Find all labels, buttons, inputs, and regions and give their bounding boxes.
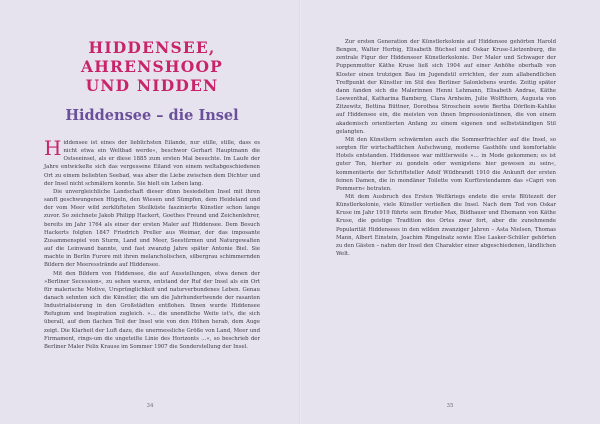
page-number: 34 (146, 403, 154, 409)
body-paragraph: Mit dem Ausbruch des Ersten Weltkriegs endete die erste Blütezeit der Künstlerkolonie, viele Künstler verließen die Insel. Nach dem Tod von Oskar Kruse im Jahr 1919 führte sein Bruder Max, Bildhauer und Ehemann von Käthe Kruse, die geistige Tradition des Ortes zwar fort, aber die zunehmende Popularität Hiddensees in den wilden zwanziger Jahren – Asta Nielsen, Thomas Mann, Albert Einstein, Joachim Ringelnatz sowie Else Lasker-Schüler gehörten zu den Gästen – nahm der Insel den Charakter einer abgeschiedenen, ländlichen Welt. (336, 193, 556, 258)
chapter-title-line: UND NIDDEN (85, 76, 219, 95)
right-page (300, 0, 600, 424)
body-paragraph: Zur ersten Generation der Künstlerkolonie auf Hiddensee gehörten Harold Bengen, Walter Herbig, Elisabeth Büchsel und Oskar Kruse-Lietzenburg, die zentrale Figur der Hiddenseer Künstlerkolonie. Der Maler und Schwager der Puppenmutter Käthe Kruse ließ sich 1904 auf einer Anhöhe oberhalb von Kloster einen trutzigen Bau im Jugendstil errichten, der zum allabendlichen Treffpunkt der Künstler im Stil des Berliner Salonlebens wurde. Zeitig später dann fanden sich die Malerinnen Henni Lehmann, Elisabeth Andrae, Käthe Loewenthal, Katharina Bamberg, Clara Arnheim, Julie Wolfthorn, Augusta von Zitzewitz, Bettina Büttner, Dorothea Stroschein sowie Bertha Dörflein-Kahlke auf Hiddensee ein, die meisten von ihnen Impressionistinnen, die von einem akademisch orientierten Anfang zu einem eigenen und selbstständigen Stil gelangten. (336, 39, 556, 135)
body-paragraph: Mit den Künstlern schwärmten auch die Sommerfrischler auf die Insel, so sorgten für wirtschaftlichen Aufschwung, moderne Gasthöfe und komfortable Hotels entstanden. Hiddensee war mittlerweile »… in Mode gekommen; es ist guter Ton, hierher zu gondeln oder wenigstens hier gewesen zu sein«, kommentierte der Schriftsteller Adolf Wildbrandt 1910 die Ankunft der ersten feinen Damen, die in mondäner Toilette vom Kurfürstendamm das »Capri von Pommern« betraten. (336, 136, 556, 192)
drop-cap: H (44, 136, 62, 160)
chapter-title-line: HIDDENSEE, (88, 38, 216, 57)
page-number: 35 (446, 403, 454, 409)
paragraph-text: iddensee ist eines der lieblichsten Eilande, nur stille, stille, dass es nicht etwa ein Weltbad werde«, beschwor Gerhart Hauptmann die Ostseeinsel, als er diese 1885 zum ersten Mal besuchte. Im Laufe der Jahre entwickelte sich das vergessene Eiland von einem weltabgeschiedenen Ort zu einem beliebten Seebad, was aber die Liebe zwischen dem Dichter und der Insel nicht schmälern konnte. Sie hielt ein Leben lang. (44, 140, 260, 187)
section-title: Hiddensee – die Insel (65, 107, 239, 124)
chapter-title-line: AHRENSHOOP (80, 57, 224, 76)
body-paragraph (44, 136, 260, 188)
chapter-title (44, 38, 260, 95)
body-paragraph: Die unvergleichliche Landschaft dieser dünn besiedelten Insel mit ihren sanft geschwungenen Hügeln, den Wiesen und Sümpfen, dem Heideland und der vom Meer wild zerklüfteten Steilküste faszinierte Künstler schon lange zuvor. So zeichnete Jakob Philipp Hackert, Goethes Freund und Zeichenlehrer, bereits im Jahr 1764 als einer der ersten Maler auf Hiddensee. Dem Besuch Hackerts folgten 1847 Friedrich Preller aus Weimar, der das imposante Zusammenspiel von Sturm, Land und Meer, Seestürmen und Naturgewalten auf die Leinwand bannte, und fast zwanzig Jahre später Antonie Biel. Sie machte in Berlin Furore mit ihren melancholischen, silbergrau schimmernden Bildern der Meeresstrände auf Hiddensee. (44, 188, 260, 269)
body-paragraph: Mit den Bildern von Hiddensee, die auf Ausstellungen, etwa denen der »Berliner Secession«, zu sehen waren, entstand der Ruf der Insel als ein Ort für malerische Motive, Ursprünglichkeit und naturverbundenes Leben. Genau danach sehnten sich die Künstler, die um die Jahrhundertwende der rasanten Industrialisierung in den Großstädten entflohen. Ihnen wurde Hiddensee Refugium und Inspiration zugleich. »… die unendliche Weite ist's, die sich überall, auf dem flachen Teil der Insel wie von den Höhen herab, dem Auge zeigt. Die Klarheit der Luft dazu, die unermessliche Größe von Land, Meer und Firmament, rings-um die ungeteilte Linie des Horizonts …«, so beschrieb der Berliner Maler Felix Krause im Sommer 1907 die Sonderstellung der Insel. (44, 270, 260, 350)
